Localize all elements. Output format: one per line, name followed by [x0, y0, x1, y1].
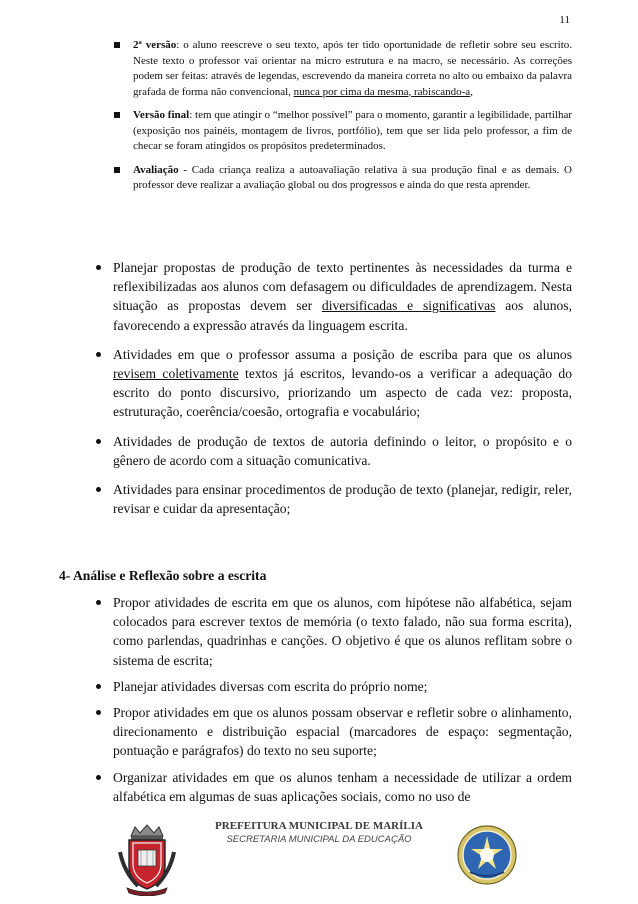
bullet-icon — [96, 487, 101, 492]
list-item — [95, 593, 572, 670]
list-item — [95, 677, 572, 696]
item-label: Avaliação — [133, 163, 179, 176]
item-text: Propor atividades de escrita em que os alunos, com hipótese não alfabética, sejam colocados para escrever textos de memória (o texto falado, não sua forma escrita), como parlendas, quadrinhas e canções. O objetivo é que os alunos reflitam sobre o sistema de escrita; — [113, 595, 572, 668]
item-text: : o aluno reescreve o seu texto, após ter tido oportunidade de refletir sobre seu escrito. Neste texto o professor vai orientar na micro estrutura e na macro, se necessário. As correções podem ser feitas: através de legendas, escrevendo da maneira correta no alto ou embaixo da palavra grafada de forma não convencional, — [133, 39, 573, 98]
bullet-icon — [96, 439, 101, 444]
section-heading: 4- Análise e Reflexão sobre a escrita — [59, 568, 267, 583]
page-footer — [0, 814, 638, 904]
item-text: - Cada criança realiza a autoavaliação relativa à sua produção final e as demais. O professor deve realizar a avaliação global ou dos progressos e ainda do que resta aprender. — [133, 163, 572, 191]
bullet-icon — [96, 684, 101, 689]
revision-steps-list — [114, 38, 572, 202]
footer-text — [0, 820, 638, 845]
page-number: 11 — [559, 14, 570, 26]
list-item — [114, 38, 572, 100]
list-item — [95, 703, 572, 761]
item-text: Planejar atividades diversas com escrita do próprio nome; — [113, 678, 428, 694]
item-text: Atividades para ensinar procedimentos de produção de texto (planejar, redigir, reler, revisar e cuidar da apresentação; — [113, 482, 572, 517]
activities-list — [95, 258, 572, 528]
bullet-icon — [96, 775, 101, 780]
bullet-icon — [96, 600, 101, 605]
item-underlined-text: nunca por cima da mesma, rabiscando-a, — [293, 85, 473, 98]
item-text: : tem que atingir o “melhor possível” para o momento, garantir a legibilidade, partilhar (exposição nos painéis, montagem de livros, portfólio), tem que ser lida pelo professor, a fim de checar se foram atingidos os propósitos predeterminados. — [133, 109, 572, 152]
item-text: Planejar propostas de produção de texto pertinentes às necessidades da turma e reflexibilizadas aos alunos com defasagem ou dificuldades de aprendizagem. Nesta situação as propostas devem ser — [113, 260, 572, 314]
bullet-icon — [96, 352, 101, 357]
square-bullet-icon — [114, 42, 120, 48]
list-item — [95, 258, 572, 335]
item-text: Atividades de produção de textos de autoria definindo o leitor, o propósito e o gênero de acordo com a situação comunicativa. — [113, 433, 572, 468]
item-label: 2ª versão — [133, 39, 177, 51]
item-underlined-text: revisem coletivamente — [113, 366, 239, 382]
education-seal-icon — [456, 820, 518, 890]
list-item — [95, 480, 572, 518]
list-item — [95, 768, 572, 806]
item-text: aos alunos, favorecendo a expressão através da linguagem escrita. — [113, 298, 572, 333]
list-item — [114, 163, 572, 194]
list-item — [114, 108, 572, 155]
item-text: Organizar atividades em que os alunos tenham a necessidade de utilizar a ordem alfabética em algumas de suas aplicações sociais, como no uso de — [113, 769, 572, 804]
item-underlined-text: diversificadas e significativas — [321, 298, 496, 314]
item-text: Atividades em que o professor assuma a posição de escriba para que os alunos — [113, 346, 572, 362]
bullet-icon — [96, 265, 101, 270]
footer-subtitle: SECRETARIA MUNICIPAL DA EDUCAÇÃO — [226, 834, 412, 845]
footer-title: PREFEITURA MUNICIPAL DE MARÍLIA — [215, 820, 423, 832]
bullet-icon — [96, 710, 101, 715]
list-item — [95, 345, 572, 422]
writing-analysis-list — [95, 593, 572, 813]
list-item — [95, 432, 572, 470]
item-text: Propor atividades em que os alunos possam observar e refletir sobre o alinhamento, direcionamento e distribuição espacial (marcadores de espaço: segmentação, pontuação e parágrafos) do texto no seu suporte; — [113, 705, 572, 759]
item-label: Versão final — [133, 109, 190, 121]
item-text: textos já escritos, levando-os a verificar a adequação do escrito do ponto discursivo, priorizando um aspecto de cada vez: proposta, estruturação, coerência/coesão, ortografia e vocabulário; — [113, 366, 572, 420]
square-bullet-icon — [114, 112, 120, 118]
square-bullet-icon — [114, 167, 120, 173]
